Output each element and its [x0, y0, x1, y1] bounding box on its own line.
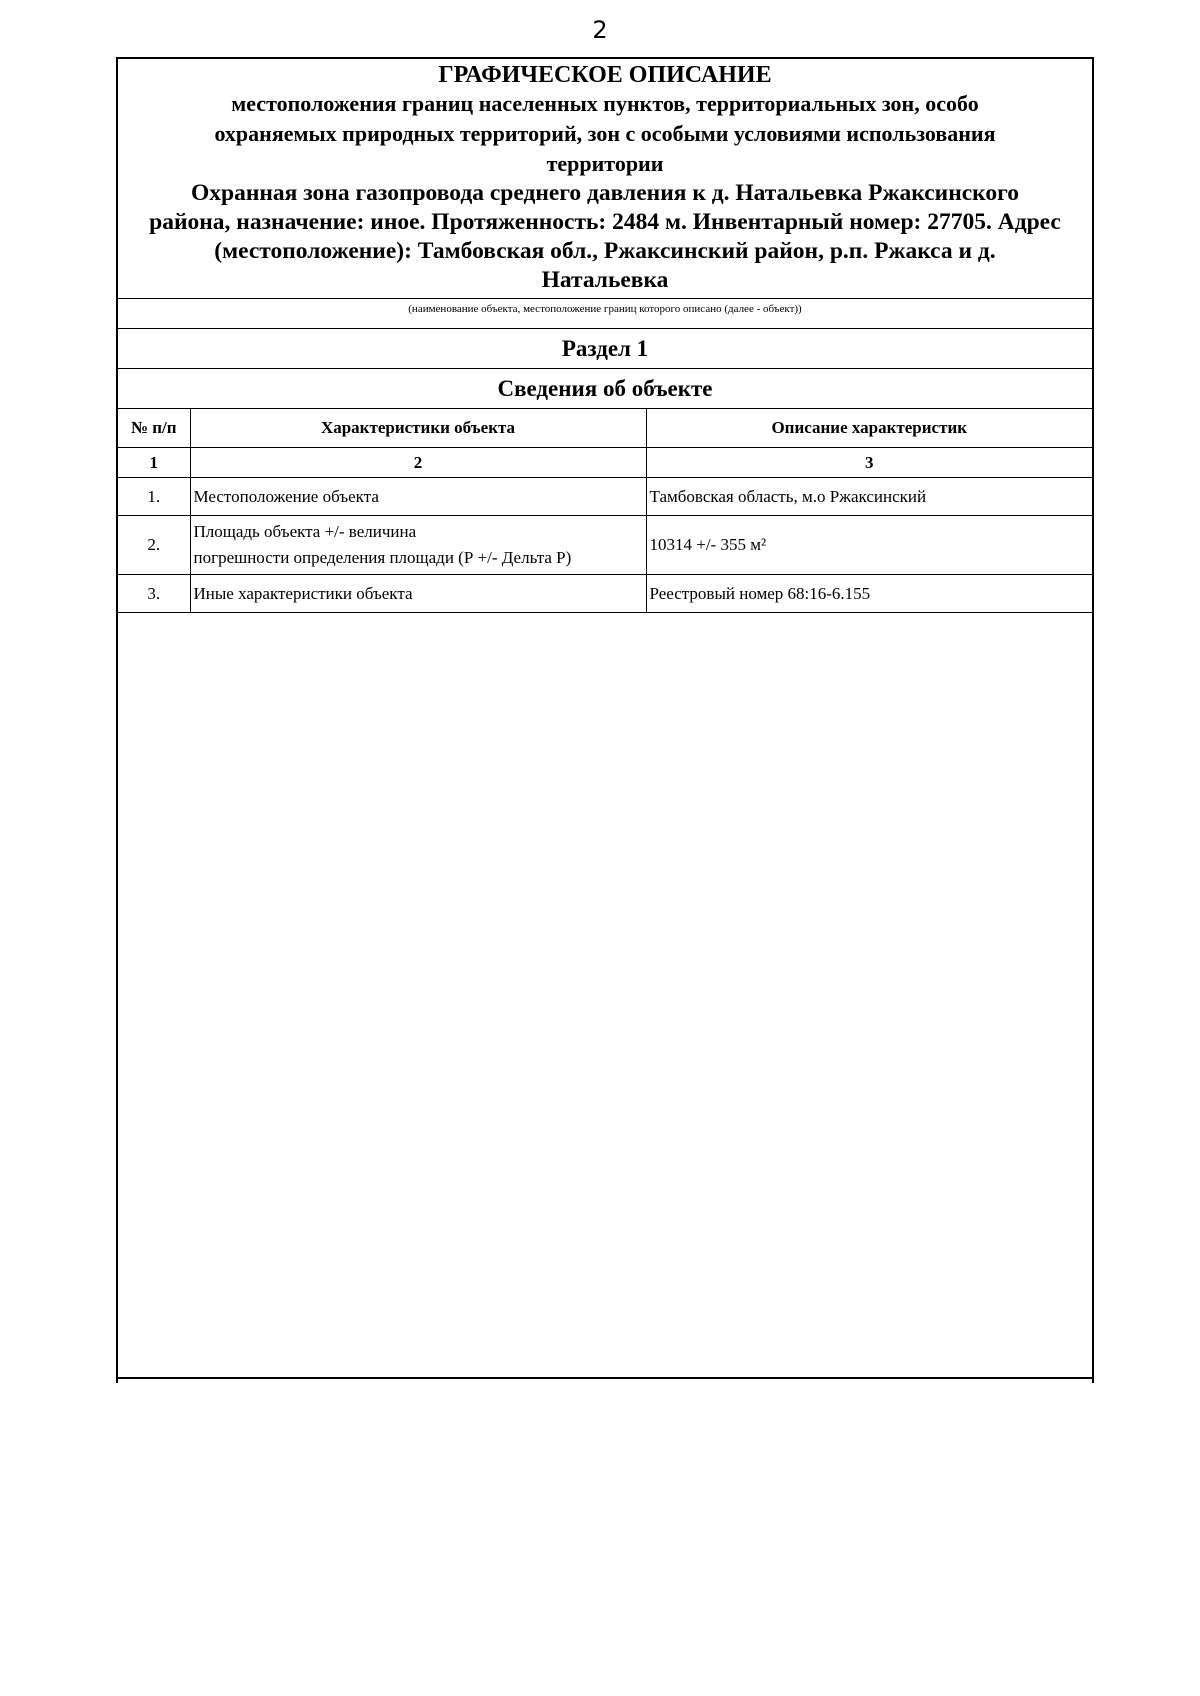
subtitle-line: местоположения границ населенных пунктов, территориальных зон, особо: [231, 91, 979, 116]
document-frame: [116, 57, 1094, 1379]
document-title: ГРАФИЧЕСКОЕ ОПИСАНИЕ: [438, 62, 772, 88]
frame-bottom-ticks: [116, 1377, 1094, 1383]
table-row: [118, 516, 1092, 575]
header-cell-characteristic: Характеристики объекта: [190, 409, 646, 448]
object-name-line: Охранная зона газопровода среднего давления к д. Натальевка Ржаксинского: [190, 180, 1019, 206]
section-title: Сведения об объекте: [118, 369, 1092, 409]
object-name: [118, 179, 1092, 295]
document-header: [118, 59, 1092, 299]
object-name-line: района, назначение: иное. Протяженность: 2484 м. Инвентарный номер: 27705. Адрес: [149, 209, 1061, 235]
page-number: 2: [592, 16, 608, 44]
table-row: [118, 478, 1092, 516]
object-caption: (наименование объекта, местоположение границ которого описано (далее - объект)): [118, 299, 1092, 329]
object-name-line: (местоположение): Тамбовская обл., Ржаксинский район, р.п. Ржакса и д.: [214, 238, 996, 264]
characteristic-line: Местоположение объекта: [193, 486, 379, 506]
column-number: 2: [190, 448, 646, 478]
table-row: [118, 575, 1092, 613]
row-description: 10314 +/- 355 м²: [646, 516, 1092, 575]
characteristic-line: Иные характеристики объекта: [193, 583, 413, 603]
column-number: 1: [118, 448, 190, 478]
row-number: 3.: [118, 575, 190, 613]
object-info-table: [118, 409, 1092, 613]
table-header-row: [118, 409, 1092, 448]
header-cell-number: № п/п: [118, 409, 190, 448]
column-number-row: [118, 448, 1092, 478]
row-characteristic: [190, 516, 646, 575]
row-number: 1.: [118, 478, 190, 516]
row-characteristic: [190, 575, 646, 613]
object-name-line: Натальевка: [541, 267, 669, 293]
row-description: Тамбовская область, м.о Ржаксинский: [646, 478, 1092, 516]
characteristic-line: погрешности определения площади (Р +/- Дельта Р): [193, 548, 572, 567]
header-cell-description: Описание характеристик: [646, 409, 1092, 448]
subtitle-line: охраняемых природных территорий, зон с особыми условиями использования: [214, 121, 996, 146]
document-subtitle: [118, 89, 1092, 179]
column-number: 3: [646, 448, 1092, 478]
subtitle-line: территории: [546, 151, 664, 176]
row-description: Реестровый номер 68:16-6.155: [646, 575, 1092, 613]
section-label: Раздел 1: [118, 329, 1092, 369]
row-number: 2.: [118, 516, 190, 575]
row-characteristic: [190, 478, 646, 516]
characteristic-line: Площадь объекта +/- величина: [193, 522, 417, 541]
